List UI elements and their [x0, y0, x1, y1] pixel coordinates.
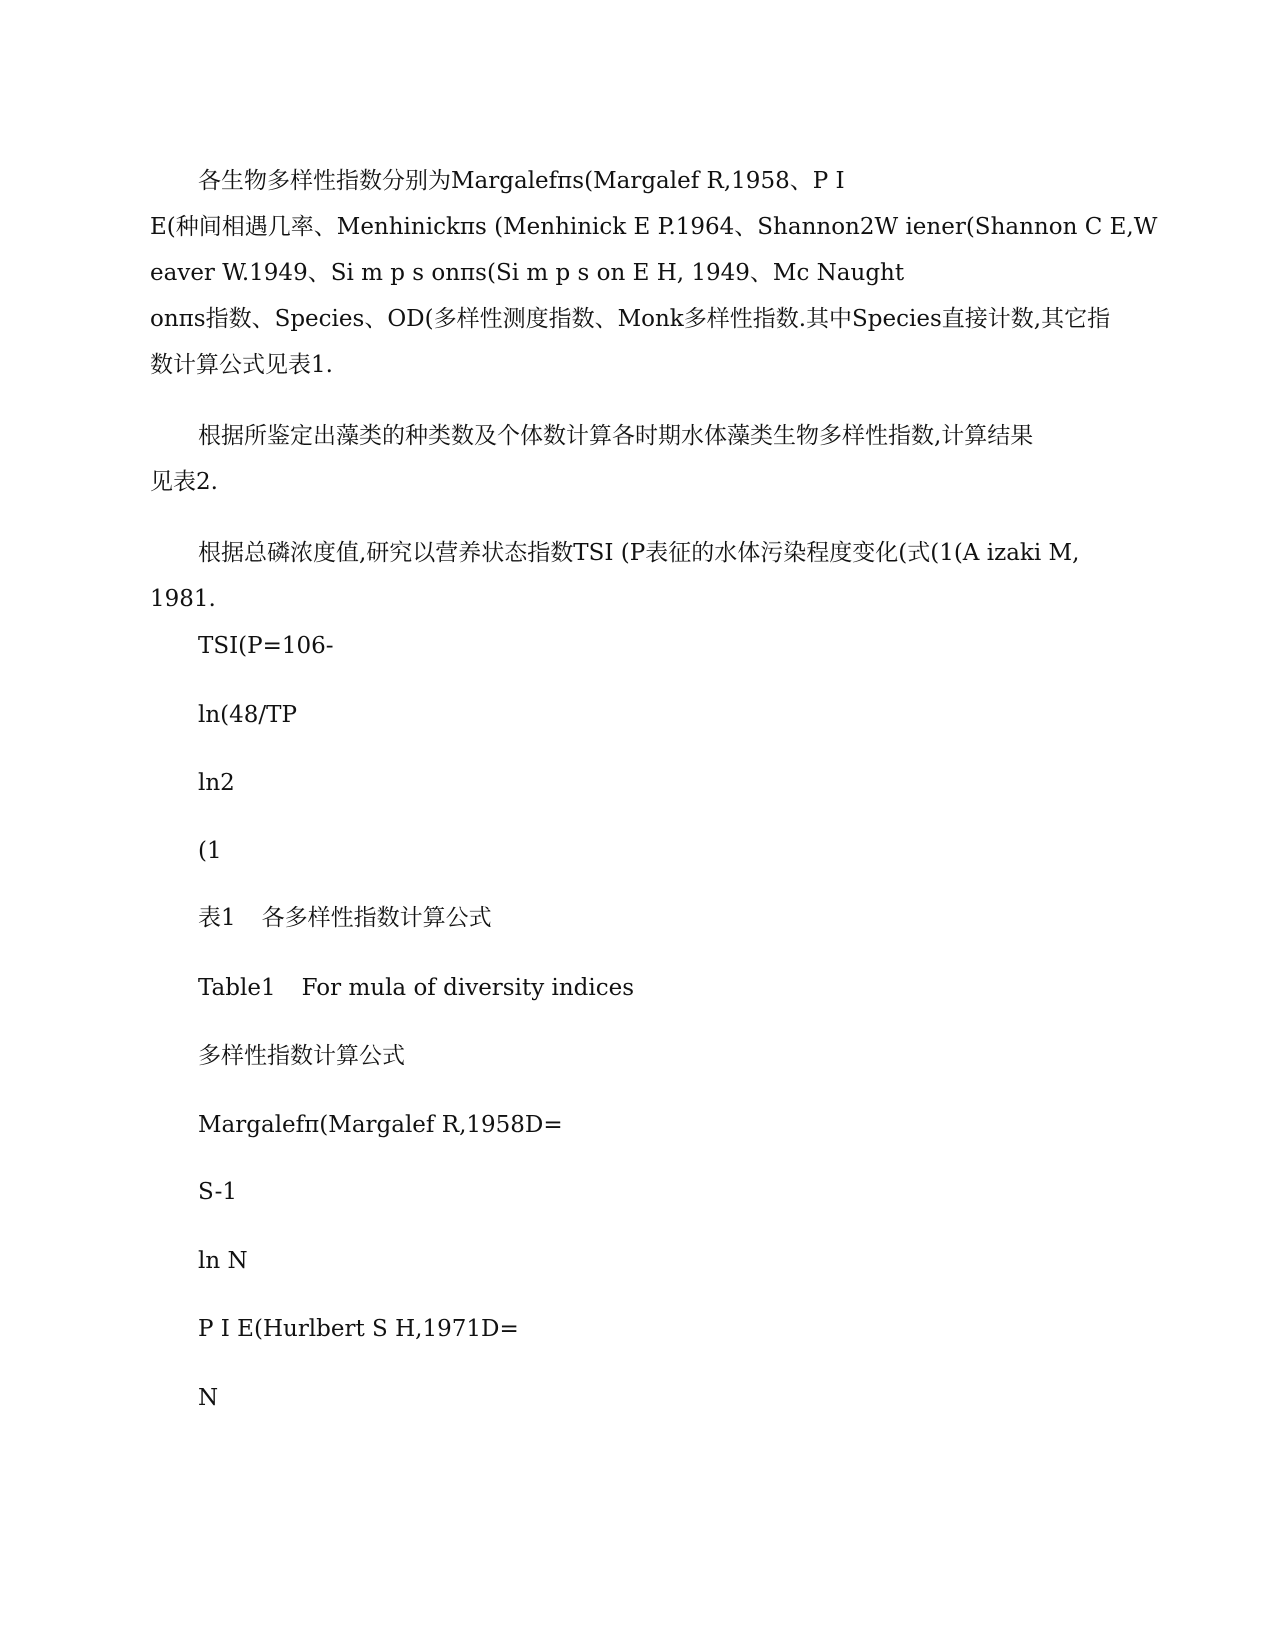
table-caption-cn — [198, 903, 492, 933]
table-label: Table1 — [198, 975, 276, 1001]
formula-line: ln2 — [198, 770, 235, 796]
text-line: 见表2. — [150, 469, 218, 495]
text-line: E(种间相遇几率、Menhinickπs (Menhinick E P.1964、Shannon2W iener(Shannon C E,W — [150, 214, 1158, 240]
table-title: 各多样性指数计算公式 — [261, 905, 492, 931]
paragraph-calculation — [150, 413, 1125, 505]
text-line: onπs指数、Species、OD(多样性测度指数、Monk多样性指数.其中Species直接计数,其它指 — [150, 306, 1111, 332]
table-row: Margalefπ(Margalef R,1958D= — [198, 1112, 563, 1138]
table-row: ln N — [198, 1248, 248, 1274]
text-line: 各生物多样性指数分别为Margalefπs(Margalef R,1958、P I — [198, 168, 845, 194]
text-line: 数计算公式见表1. — [150, 352, 333, 378]
table-header: 多样性指数计算公式 — [198, 1043, 405, 1069]
text-line: eaver W.1949、Si m p s onπs(Si m p s on E H, 1949、Mc Naught — [150, 260, 905, 286]
paragraph-tsi — [150, 530, 1125, 622]
text-line: 根据所鉴定出藻类的种类数及个体数计算各时期水体藻类生物多样性指数,计算结果 — [198, 423, 1034, 449]
table-row: N — [198, 1385, 219, 1411]
paragraph-diversity-indices — [150, 158, 1158, 388]
formula-number: (1 — [198, 838, 222, 864]
table-caption-en — [198, 973, 634, 1003]
table-row: P I E(Hurlbert S H,1971D= — [198, 1316, 519, 1342]
table-title: For mula of diversity indices — [301, 975, 635, 1001]
table-label: 表1 — [198, 905, 236, 931]
formula-line: TSI(P=106- — [198, 633, 334, 659]
text-line: 1981. — [150, 586, 216, 612]
text-line: 根据总磷浓度值,研究以营养状态指数TSI (P表征的水体污染程度变化(式(1(A izaki M, — [198, 540, 1080, 566]
table-row: S-1 — [198, 1179, 238, 1205]
formula-line: ln(48/TP — [198, 702, 297, 728]
